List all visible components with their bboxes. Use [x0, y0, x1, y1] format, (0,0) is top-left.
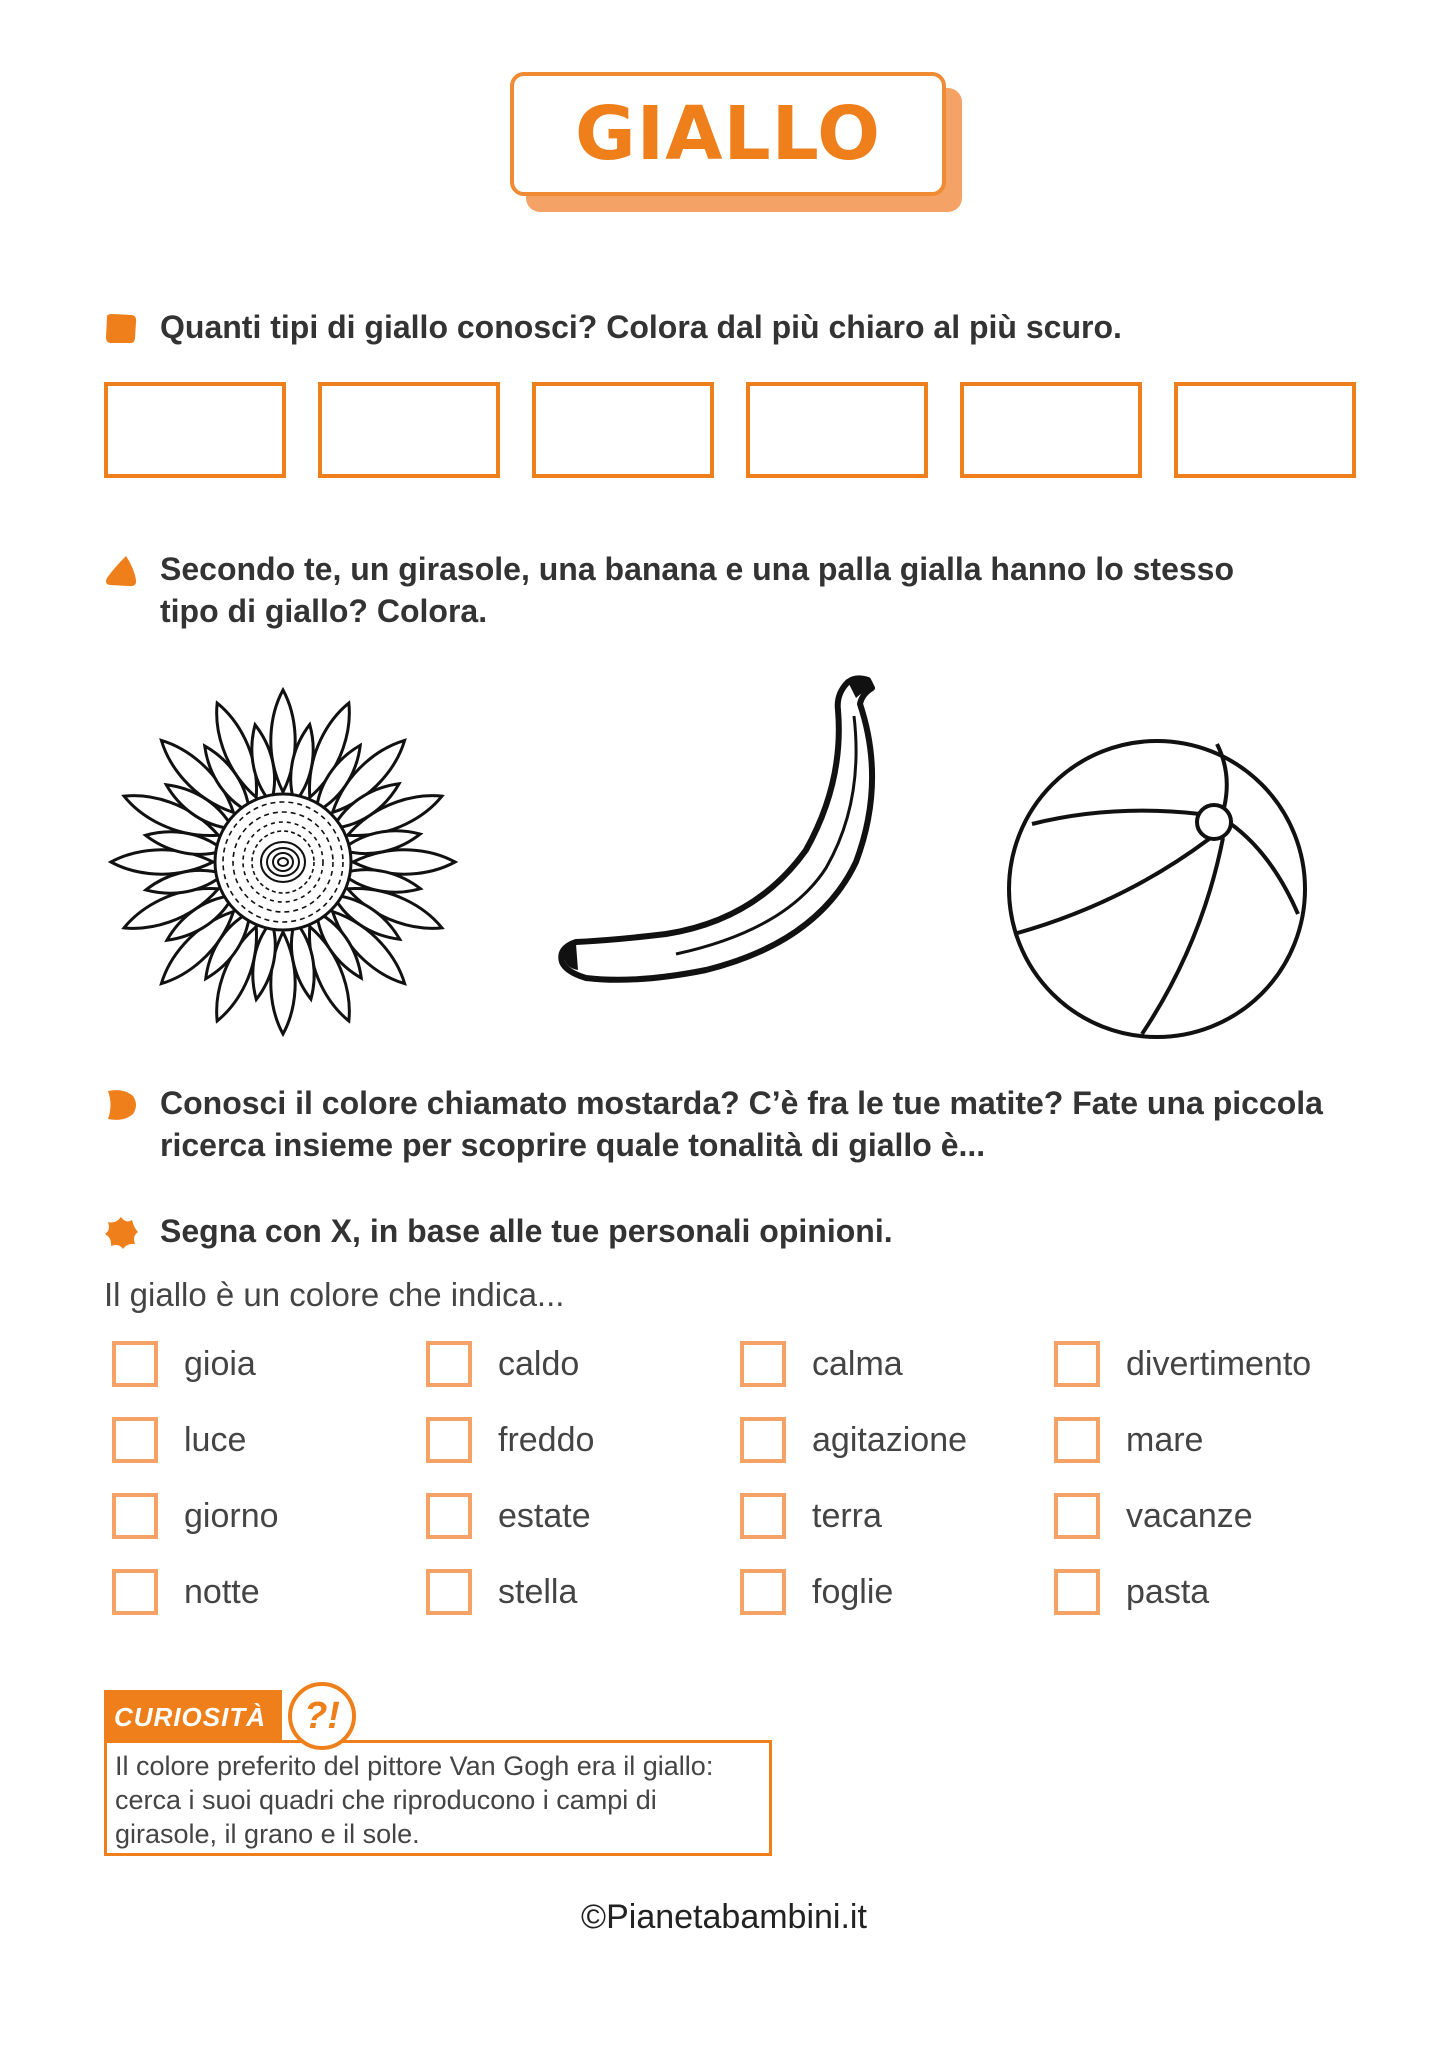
title-block — [510, 72, 946, 196]
option-label: gioia — [184, 1344, 256, 1383]
checkbox[interactable] — [1054, 1417, 1100, 1463]
checkbox[interactable] — [740, 1493, 786, 1539]
color-swatch-box[interactable] — [746, 382, 928, 478]
option-label: giorno — [184, 1496, 279, 1535]
question-1 — [104, 306, 1364, 348]
option-item[interactable] — [112, 1414, 246, 1466]
color-swatch-row — [104, 382, 1354, 478]
banana-illustration — [556, 672, 906, 992]
checkbox[interactable] — [426, 1341, 472, 1387]
option-item[interactable] — [112, 1566, 260, 1618]
curiosity-label-tab — [104, 1690, 282, 1742]
page-title: GIALLO — [574, 91, 882, 177]
question-text: Secondo te, un girasole, una banana e una palla gialla hanno lo stesso tipo di giallo? Colora. — [160, 551, 1235, 629]
question-text: Conosci il colore chiamato mostarda? C’è fra le tue matite? Fate una piccola ricerca insieme per scoprire quale tonalità di giallo è... — [160, 1085, 1323, 1163]
footer-credit: ©Pianetabambini.it — [581, 1898, 867, 1936]
option-label: pasta — [1126, 1572, 1210, 1611]
option-label: vacanze — [1126, 1496, 1253, 1535]
option-label: stella — [498, 1572, 578, 1611]
option-label: luce — [184, 1420, 247, 1459]
option-label: freddo — [498, 1420, 595, 1459]
checkbox[interactable] — [1054, 1341, 1100, 1387]
curiosity-text: Il colore preferito del pittore Van Gogh era il giallo: cerca i suoi quadri che riproducono i campi di girasole, il grano e il sole. — [115, 1751, 714, 1849]
checkbox[interactable] — [426, 1493, 472, 1539]
option-item[interactable] — [740, 1338, 903, 1390]
option-item[interactable] — [426, 1414, 594, 1466]
orange-half-circle-icon — [104, 1088, 138, 1122]
option-item[interactable] — [426, 1338, 579, 1390]
curiosity-frame — [104, 1740, 772, 1856]
option-label: mare — [1126, 1420, 1204, 1459]
question-3 — [104, 1082, 1364, 1166]
question-exclamation-icon — [288, 1682, 356, 1750]
option-label: divertimento — [1126, 1344, 1312, 1383]
question-4 — [104, 1210, 1364, 1252]
option-item[interactable] — [740, 1414, 967, 1466]
curiosity-label: CURIOSITÀ — [114, 1702, 266, 1732]
orange-blob-icon — [104, 312, 138, 346]
option-label: notte — [184, 1572, 260, 1611]
checkbox[interactable] — [740, 1569, 786, 1615]
curiosity-badge-text: ?! — [304, 1694, 340, 1737]
checkbox[interactable] — [1054, 1493, 1100, 1539]
option-label: estate — [498, 1496, 591, 1535]
checkbox[interactable] — [112, 1417, 158, 1463]
option-item[interactable] — [426, 1566, 577, 1618]
option-item[interactable] — [1054, 1566, 1209, 1618]
option-item[interactable] — [740, 1566, 893, 1618]
options-lead-text: Il giallo è un colore che indica... — [104, 1276, 565, 1313]
option-label: foglie — [812, 1572, 894, 1611]
question-text: Segna con X, in base alle tue personali opinioni. — [160, 1213, 893, 1249]
beach-ball-illustration — [1002, 734, 1312, 1044]
option-label: terra — [812, 1496, 882, 1535]
option-item[interactable] — [112, 1490, 279, 1542]
checkbox[interactable] — [426, 1417, 472, 1463]
checkbox[interactable] — [112, 1493, 158, 1539]
option-item[interactable] — [1054, 1414, 1203, 1466]
option-label: calma — [812, 1344, 903, 1383]
color-swatch-box[interactable] — [318, 382, 500, 478]
option-item[interactable] — [112, 1338, 256, 1390]
option-item[interactable] — [426, 1490, 591, 1542]
option-item[interactable] — [1054, 1490, 1253, 1542]
orange-splat-icon — [104, 1216, 138, 1250]
checkbox[interactable] — [740, 1417, 786, 1463]
checkbox[interactable] — [112, 1569, 158, 1615]
color-swatch-box[interactable] — [1174, 382, 1356, 478]
option-label: caldo — [498, 1344, 580, 1383]
title-box — [510, 72, 946, 196]
color-swatch-box[interactable] — [532, 382, 714, 478]
option-item[interactable] — [1054, 1338, 1311, 1390]
checkbox[interactable] — [1054, 1569, 1100, 1615]
color-swatch-box[interactable] — [960, 382, 1142, 478]
checkbox[interactable] — [112, 1341, 158, 1387]
option-label: agitazione — [812, 1420, 968, 1459]
option-item[interactable] — [740, 1490, 882, 1542]
orange-drop-icon — [104, 554, 138, 588]
color-swatch-box[interactable] — [104, 382, 286, 478]
sunflower-illustration — [108, 682, 458, 1042]
question-text: Quanti tipi di giallo conosci? Colora dal più chiaro al più scuro. — [160, 309, 1122, 345]
checkbox[interactable] — [426, 1569, 472, 1615]
checkbox[interactable] — [740, 1341, 786, 1387]
question-2 — [104, 548, 1364, 632]
